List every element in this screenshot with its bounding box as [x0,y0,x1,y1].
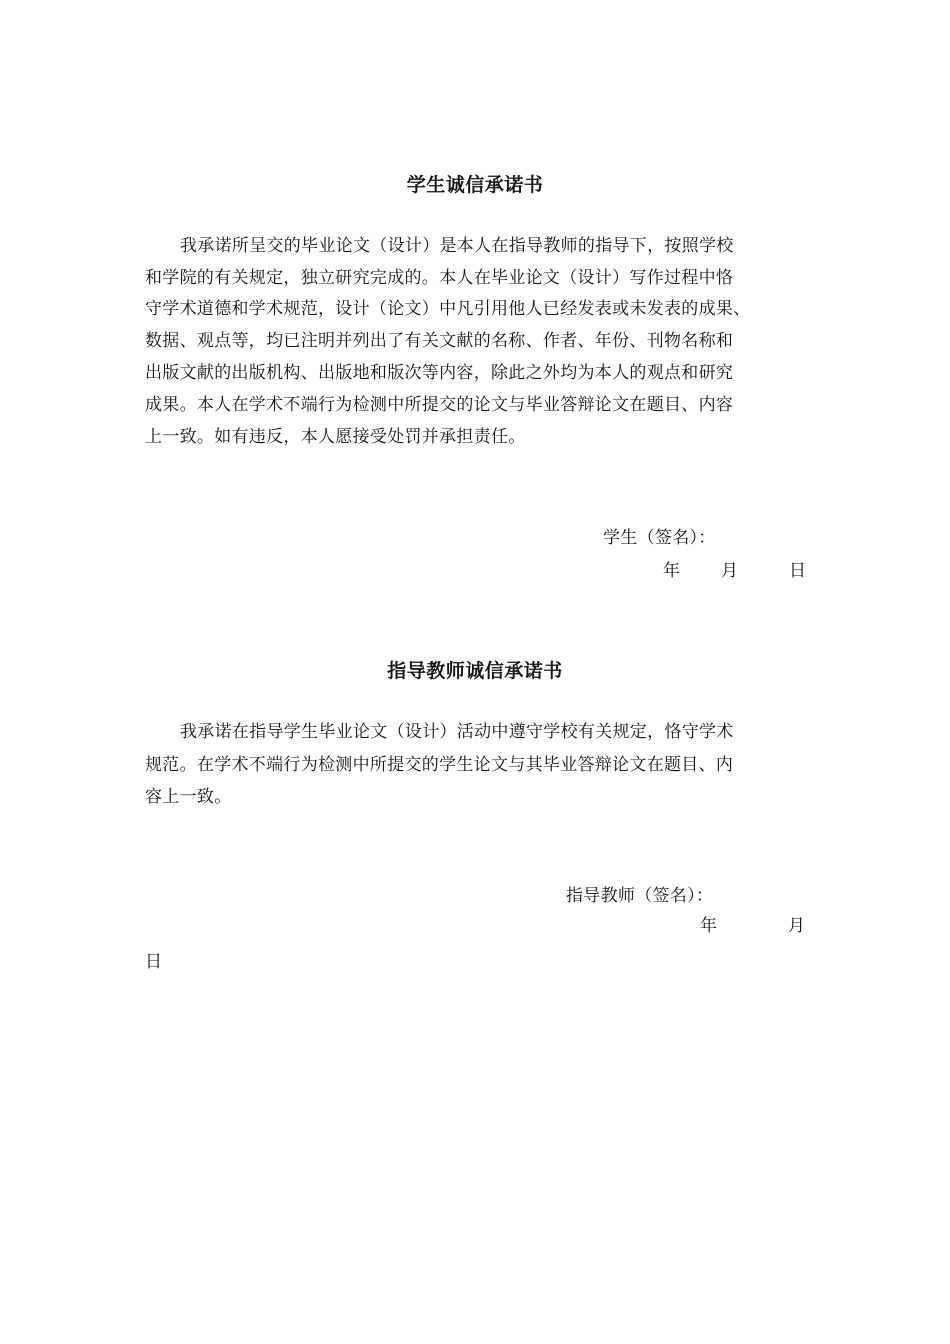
student-pledge-line-6: 成果。本人在学术不端行为检测中所提交的论文与毕业答辩论文在题目、内容 [145,395,734,415]
advisor-pledge-title: 指导教师诚信承诺书 [387,660,563,682]
advisor-date-day: 日 [145,952,162,972]
student-pledge-title: 学生诚信承诺书 [406,174,544,196]
student-date-month: 月 [721,561,738,581]
student-date-day: 日 [789,561,806,581]
advisor-pledge-line-2: 规范。在学术不端行为检测中所提交的学生论文与其毕业答辩论文在题目、内 [145,755,734,775]
student-pledge-line-5: 出版文献的出版机构、出版地和版次等内容，除此之外均为本人的观点和研究 [145,363,734,383]
student-pledge-line-3: 守学术道德和学术规范，设计（论文）中凡引用他人已经发表或未发表的成果、 [145,299,751,319]
student-pledge-line-1: 我承诺所呈交的毕业论文（设计）是本人在指导教师的指导下，按照学校 [180,236,734,256]
student-date-year: 年 [663,561,680,581]
advisor-date-month: 月 [788,916,805,936]
advisor-pledge-line-3: 容上一致。 [145,787,232,807]
student-pledge-line-2: 和学院的有关规定，独立研究完成的。本人在毕业论文（设计）写作过程中恪 [145,268,734,288]
student-pledge-line-7: 上一致。如有违反，本人愿接受处罚并承担责任。 [145,427,526,447]
advisor-signature-label: 指导教师（签名）： [566,886,714,906]
advisor-date-year: 年 [700,916,717,936]
advisor-pledge-line-1: 我承诺在指导学生毕业论文（设计）活动中遵守学校有关规定，恪守学术 [180,722,734,742]
student-pledge-line-4: 数据、观点等，均已注明并列出了有关文献的名称、作者、年份、刊物名称和 [145,331,734,351]
student-signature-label: 学生（签名）： [603,528,716,548]
